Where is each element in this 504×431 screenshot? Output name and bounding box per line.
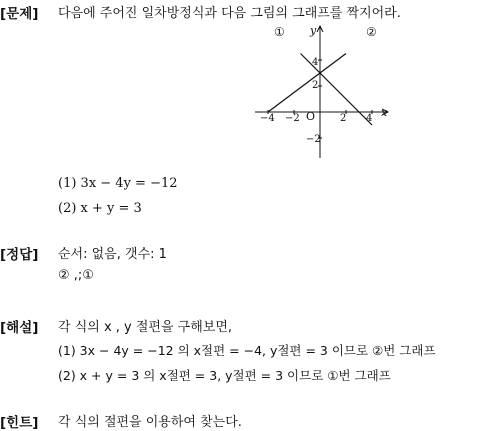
y-axis-label: y: [310, 24, 317, 37]
hint-tag: [힌트]: [0, 415, 39, 431]
graph: [240, 20, 400, 165]
tick-label-x-neg2: −2: [285, 113, 300, 124]
answer-tag: [정답]: [0, 247, 39, 263]
tick-label-x-2: 2: [340, 113, 347, 124]
tick-label-x-4: 4: [366, 113, 373, 124]
x-axis-label: x: [381, 106, 388, 119]
equation-1: (1) 3x − 4y = −12: [58, 176, 178, 191]
tick-label-y-2: 2: [312, 80, 319, 91]
explanation-line-1: (1) 3x − 4y = −12 의 x절편 = −4, y절편 = 3 이므로 ②번 그래프: [58, 343, 436, 358]
tick-label-y-neg2: −2: [306, 134, 321, 145]
line1-label: ①: [274, 25, 285, 39]
graph-line-2: [268, 54, 346, 113]
tick-label-x-neg4: −4: [260, 113, 275, 124]
explanation-intro: 각 식의 x , y 절편을 구해보면,: [58, 320, 233, 335]
explanation-line-2: (2) x + y = 3 의 x절편 = 3, y절편 = 3 이므로 ①번 그래프: [58, 368, 391, 383]
explanation-tag: [해설]: [0, 320, 39, 336]
origin-label: O: [306, 110, 316, 123]
problem-text: 다음에 주어진 일차방정식과 다음 그림의 그래프를 짝지어라.: [58, 6, 401, 21]
hint-text: 각 식의 절편을 이용하여 찾는다.: [58, 415, 242, 430]
equation-2: (2) x + y = 3: [58, 201, 142, 216]
problem-tag: [문제]: [0, 6, 39, 22]
answer-line-2: ② ,;①: [58, 268, 94, 283]
line2-label: ②: [366, 25, 377, 39]
tick-label-y-4: 4: [312, 57, 319, 68]
answer-line-1: 순서: 없음, 갯수: 1: [58, 247, 167, 262]
